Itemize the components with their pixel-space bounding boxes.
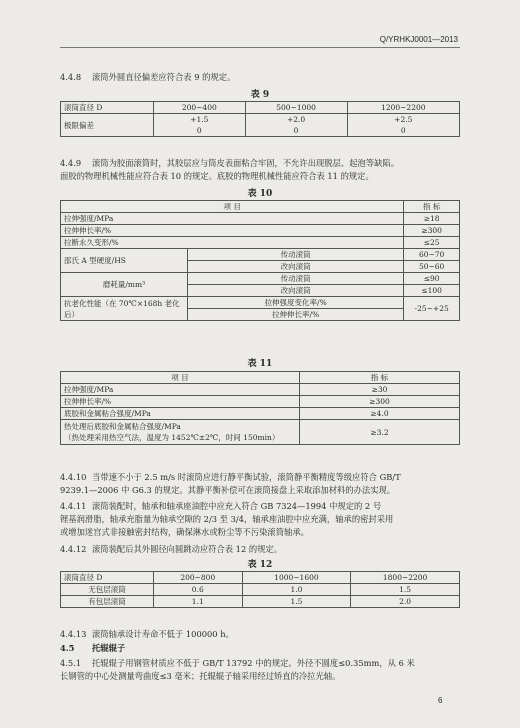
table-cell: 1200~2200 bbox=[347, 102, 459, 114]
section-number: 4.5 bbox=[60, 643, 75, 653]
clause-text: 滚筒外圆直径偏差应符合表 9 的规定。 bbox=[92, 72, 236, 82]
clause-number: 4.4.11 bbox=[60, 501, 87, 511]
clause-number: 4.4.8 bbox=[60, 72, 82, 82]
table-11-caption: 表 11 bbox=[247, 359, 273, 369]
table-cell: 200~400 bbox=[154, 102, 246, 114]
table-cell: ≤25 bbox=[404, 237, 460, 249]
table-row bbox=[61, 201, 460, 213]
table-cell: ≤90 bbox=[404, 273, 460, 285]
table-11 bbox=[60, 371, 460, 445]
table-cell: 改向滚筒 bbox=[188, 285, 404, 297]
clause-4-4-8 bbox=[60, 71, 460, 84]
table-cell: 1.5 bbox=[351, 584, 460, 596]
table-cell: 拉伸强度/MPa bbox=[61, 213, 404, 225]
header-rule bbox=[60, 47, 460, 48]
table-cell: ≥18 bbox=[404, 213, 460, 225]
clause-number: 4.4.13 bbox=[60, 629, 87, 639]
table-cell: 传动滚筒 bbox=[188, 273, 404, 285]
clause-4-4-11 bbox=[60, 500, 460, 539]
clause-text: 锂基润滑脂，轴承充脂量为轴承空隙的 2/3 至 3/4，轴承座油腔中应充满，轴承的密封采用 bbox=[60, 514, 394, 524]
clause-text: 滚筒为胶面滚筒时，其胶层应与筒皮表面粘合牢固，不允许出现脱层、起泡等缺陷。 bbox=[92, 158, 399, 168]
table-row bbox=[61, 237, 460, 249]
table-row bbox=[61, 273, 460, 285]
table-cell: 50~60 bbox=[404, 261, 460, 273]
table-cell: 1000~1600 bbox=[242, 572, 351, 584]
table-12 bbox=[60, 571, 460, 608]
table-row bbox=[61, 384, 460, 396]
clause-number: 4.5.1 bbox=[60, 658, 82, 668]
table-cell: ≤100 bbox=[404, 285, 460, 297]
table-12-caption: 表 12 bbox=[247, 560, 273, 570]
table-cell: 改向滚筒 bbox=[188, 261, 404, 273]
clause-4-4-12 bbox=[60, 543, 460, 556]
clause-4-5-1 bbox=[60, 657, 460, 683]
table-cell: ≥300 bbox=[300, 396, 460, 408]
clause-number: 4.4.10 bbox=[60, 472, 87, 482]
table-row bbox=[61, 420, 460, 445]
table-cell: -25~+25 bbox=[404, 297, 460, 321]
table-cell: 2.0 bbox=[351, 596, 460, 608]
table-cell: 拉伸伸长率/% bbox=[188, 309, 404, 321]
table-cell: 拉断永久变形/% bbox=[61, 237, 404, 249]
table-cell: 无包层滚筒 bbox=[61, 584, 154, 596]
table-cell: ≥4.0 bbox=[300, 408, 460, 420]
section-title: 托辊辊子 bbox=[92, 643, 126, 653]
table-cell: 有包层滚筒 bbox=[61, 596, 154, 608]
table-cell: 邵氏 A 型硬度/HS bbox=[61, 249, 188, 273]
table-cell: 0 bbox=[245, 125, 347, 137]
table-cell: 1.1 bbox=[154, 596, 243, 608]
table-cell: 60~70 bbox=[404, 249, 460, 261]
table-header-cell: 项 目 bbox=[61, 201, 404, 213]
document-code: Q/YRHKJ0001—2013 bbox=[379, 35, 458, 44]
table-row bbox=[61, 225, 460, 237]
page-number: 6 bbox=[438, 696, 443, 705]
table-9-caption: 表 9 bbox=[250, 90, 270, 100]
table-row bbox=[61, 114, 460, 126]
table-cell: 拉伸强度/MPa bbox=[61, 384, 300, 396]
table-cell: 传动滚筒 bbox=[188, 249, 404, 261]
clause-text: 托辊辊子用钢管材质应不低于 GB/T 13792 中的规定。外径不圆度≤0.35mm，从 6 米 bbox=[92, 658, 415, 668]
table-10-caption: 表 10 bbox=[247, 189, 273, 199]
table-cell: +1.5 bbox=[154, 114, 246, 126]
clause-4-4-13 bbox=[60, 628, 460, 641]
table-header-cell: 指 标 bbox=[300, 372, 460, 384]
section-4-5-heading bbox=[60, 642, 460, 655]
table-cell: 滚筒直径 D bbox=[61, 102, 154, 114]
clause-4-4-10 bbox=[60, 471, 460, 497]
cell-line: （热处理采用热空气法，温度为 1452℃±2℃，时间 150min） bbox=[64, 433, 280, 442]
table-cell: 拉伸伸长率/% bbox=[61, 396, 300, 408]
table-row bbox=[61, 102, 460, 114]
table-row bbox=[61, 584, 460, 596]
table-cell: 500~1000 bbox=[245, 102, 347, 114]
table-cell: 1800~2200 bbox=[351, 572, 460, 584]
clause-text: 滚筒装配时，轴承和轴承座油腔中应充入符合 GB 7324—1994 中规定的 2 号 bbox=[92, 501, 382, 511]
table-row bbox=[61, 297, 460, 309]
table-row bbox=[61, 572, 460, 584]
table-cell: 0.6 bbox=[154, 584, 243, 596]
table-cell: 拉伸伸长率/% bbox=[61, 225, 404, 237]
table-cell: 滚筒直径 D bbox=[61, 572, 154, 584]
table-cell: ≥30 bbox=[300, 384, 460, 396]
table-cell: 底胶和金属粘合强度/MPa bbox=[61, 408, 300, 420]
table-10 bbox=[60, 200, 460, 321]
table-row bbox=[61, 396, 460, 408]
table-cell: 0 bbox=[347, 125, 459, 137]
clause-text: 长钢管的中心处测量弯曲度≤3 毫米；托辊辊子轴采用经过矫直的冷拉光轴。 bbox=[60, 671, 341, 681]
table-cell: +2.0 bbox=[245, 114, 347, 126]
clause-text: 滚筒轴承设计寿命不低于 100000 h。 bbox=[92, 629, 234, 639]
clause-number: 4.4.12 bbox=[60, 544, 87, 554]
clause-text: 9239.1—2006 中 G6.3 的规定。其静平衡补偿可在滚筒接盘上采取添加材料的办法实现。 bbox=[60, 485, 396, 495]
cell-line: 热处理后底胶和金属粘合强度/MPa bbox=[64, 422, 181, 431]
table-header-cell: 指 标 bbox=[404, 201, 460, 213]
table-cell: ≥3.2 bbox=[300, 420, 460, 445]
table-cell: 拉伸强度变化率/% bbox=[188, 297, 404, 309]
table-cell: 抗老化性能（在 70℃×168h 老化后） bbox=[61, 297, 188, 321]
table-cell: ≥300 bbox=[404, 225, 460, 237]
clause-number: 4.4.9 bbox=[60, 158, 82, 168]
table-row bbox=[61, 408, 460, 420]
clause-text: 或增加迷宫式非接触密封结构，确保淋水或粉尘等不污染滚筒轴承。 bbox=[60, 527, 309, 537]
table-row bbox=[61, 249, 460, 261]
table-row bbox=[61, 213, 460, 225]
table-9 bbox=[60, 101, 460, 137]
table-cell: 极限偏差 bbox=[61, 114, 154, 137]
clause-4-4-9 bbox=[60, 157, 460, 183]
table-header-cell: 项 目 bbox=[61, 372, 300, 384]
clause-text: 当带速不小于 2.5 m/s 时滚筒应进行静平衡试验，滚筒静平衡精度等级应符合 GB/T bbox=[92, 472, 401, 482]
table-cell: 1.0 bbox=[242, 584, 351, 596]
table-row bbox=[61, 596, 460, 608]
table-cell: 1.5 bbox=[242, 596, 351, 608]
table-cell: 0 bbox=[154, 125, 246, 137]
table-row bbox=[61, 372, 460, 384]
clause-text: 滚筒装配后其外圆径向圆跳动应符合表 12 的规定。 bbox=[92, 544, 283, 554]
table-cell: +2.5 bbox=[347, 114, 459, 126]
table-cell: 磨耗量/mm³ bbox=[61, 273, 188, 297]
table-cell bbox=[61, 420, 300, 445]
table-cell: 200~800 bbox=[154, 572, 243, 584]
clause-text: 面胶的物理机械性能应符合表 10 的规定。底胶的物理机械性能应符合表 11 的规定。 bbox=[60, 171, 374, 181]
